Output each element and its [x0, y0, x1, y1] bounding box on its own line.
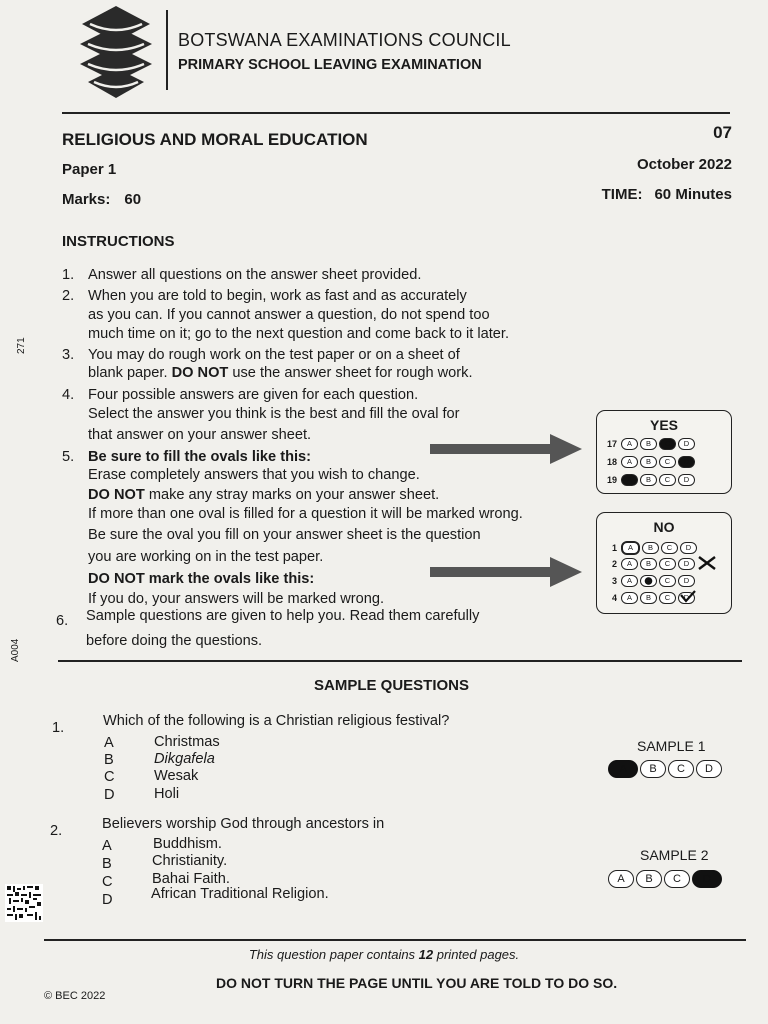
answer-oval: D [696, 760, 722, 778]
answer-oval: C [659, 558, 676, 570]
option-letter: A [104, 735, 114, 751]
answer-oval: A [608, 870, 634, 888]
option-letter: A [102, 838, 112, 854]
question-number: 2. [50, 823, 63, 839]
subject-title: RELIGIOUS AND MORAL EDUCATION [62, 130, 368, 149]
question-number: 17 [606, 439, 617, 449]
answer-oval: B [642, 542, 659, 554]
tick-mark-icon [679, 589, 697, 603]
question-text: Believers worship God through ancestors in [102, 816, 385, 832]
instruction-line: as you can. If you cannot answer a question, do not spend too [88, 307, 490, 323]
question-number: 19 [606, 475, 617, 485]
instruction-line: Select the answer you think is the best and fill the oval for [88, 406, 460, 422]
option-letter: C [104, 769, 115, 785]
answer-oval-filled: D [678, 456, 695, 468]
answer-oval: A [621, 438, 638, 450]
answer-oval: A [621, 456, 638, 468]
question-number: 1 [611, 543, 617, 553]
page-count: 12 [418, 947, 434, 962]
answer-oval: C [659, 474, 676, 486]
answer-oval: C [661, 542, 678, 554]
option-letter: D [104, 787, 115, 803]
question-number: 1. [52, 720, 65, 736]
answer-oval: C [664, 870, 690, 888]
marks-label: Marks: [62, 191, 111, 208]
answer-oval-dotted: B [640, 575, 657, 587]
instruction-line: you are working on in the test paper. [88, 549, 324, 565]
paper-number: Paper 1 [62, 161, 117, 178]
answer-oval-circled: A [621, 541, 640, 555]
instruction-line: If you do, your answers will be marked wrong. [88, 591, 385, 607]
instruction-line: When you are told to begin, work as fast and as accurately [88, 288, 467, 304]
option-text: African Traditional Religion. [151, 886, 329, 902]
option-text: Dikgafela [154, 751, 215, 767]
answer-oval: A [621, 558, 638, 570]
pages-note-text: printed pages. [433, 947, 520, 962]
answer-oval-ticked: C [659, 592, 676, 604]
answer-row [603, 575, 697, 587]
marks-value: 60 [124, 191, 142, 208]
answer-oval: D [678, 575, 695, 587]
instruction-line: Erase completely answers that you wish to change. [88, 467, 420, 483]
side-number: 271 [16, 337, 27, 354]
time-label: TIME: [601, 186, 643, 203]
instruction-line [88, 364, 473, 382]
exam-name: PRIMARY SCHOOL LEAVING EXAMINATION [178, 57, 482, 73]
answer-oval-filled: A [621, 474, 638, 486]
top-rule [62, 112, 730, 114]
footer-rule [44, 939, 746, 941]
instruction-number: 4. [62, 387, 75, 403]
instruction-line: Be sure the oval you fill on your answer sheet is the question [88, 527, 481, 543]
instruction-line: Sample questions are given to help you. Read them carefully [86, 608, 480, 624]
option-letter: B [104, 752, 114, 768]
instruction-text: make any stray marks on your answer sheet. [144, 487, 440, 503]
answer-oval: A [621, 575, 638, 587]
option-text: Bahai Faith. [152, 871, 230, 887]
instruction-number: 2. [62, 288, 75, 304]
instruction-line: much time on it; go to the next question and come back to it later. [88, 326, 510, 342]
subject-code: 07 [713, 123, 732, 142]
option-text: Buddhism. [153, 836, 222, 852]
answer-oval: D [678, 592, 695, 604]
option-letter: B [102, 856, 112, 872]
answer-oval-crossed: D [678, 558, 695, 570]
answer-row [603, 558, 697, 570]
sample-2-label: SAMPLE 2 [640, 847, 709, 863]
instruction-line: that answer on your answer sheet. [88, 427, 312, 443]
answer-oval: D [678, 438, 695, 450]
answer-oval-filled: D [692, 870, 722, 888]
cross-mark-icon [697, 555, 717, 571]
answer-row [603, 474, 697, 486]
instruction-line: before doing the questions. [86, 633, 263, 649]
bec-logo-icon [78, 6, 154, 98]
arrow-right-icon [430, 434, 582, 464]
answer-oval: B [636, 870, 662, 888]
option-text: Christmas [154, 734, 220, 750]
exam-date: October 2022 [636, 156, 732, 173]
instruction-line [88, 486, 439, 504]
instruction-number: 3. [62, 347, 75, 363]
question-text: Which of the following is a Christian religious festival? [103, 713, 450, 729]
answer-row [603, 438, 697, 450]
option-letter: D [102, 892, 113, 908]
council-name: BOTSWANA EXAMINATIONS COUNCIL [178, 30, 511, 50]
answer-oval: C [659, 575, 676, 587]
instruction-number: 6. [56, 613, 69, 629]
instruction-number: 1. [62, 267, 75, 283]
sample-2-answer [608, 870, 724, 888]
qr-code-icon [5, 884, 43, 922]
instruction-number: 5. [62, 449, 75, 465]
answer-oval: B [640, 558, 657, 570]
answer-oval: C [659, 456, 676, 468]
incorrect-marking-example [596, 512, 732, 614]
time-allowed [602, 186, 732, 203]
copyright: © BEC 2022 [44, 990, 106, 1002]
answer-row [603, 541, 699, 555]
answer-oval: B [640, 592, 657, 604]
instruction-line: You may do rough work on the test paper or on a sheet of [88, 347, 460, 363]
instruction-line: DO NOT mark the ovals like this: [88, 571, 315, 587]
answer-oval: A [621, 592, 638, 604]
instruction-line: Answer all questions on the answer sheet provided. [88, 267, 422, 283]
answer-oval: C [668, 760, 694, 778]
question-number: 2 [611, 559, 617, 569]
page-turn-warning: DO NOT TURN THE PAGE UNTIL YOU ARE TOLD TO DO SO. [216, 975, 618, 991]
option-text: Holi [154, 786, 180, 802]
yes-title: YES [649, 417, 678, 433]
instruction-emphasis: DO NOT [171, 365, 229, 381]
question-number: 3 [611, 576, 617, 586]
instruction-line: Be sure to fill the ovals like this: [88, 449, 312, 465]
answer-oval: B [640, 474, 657, 486]
sample-questions-heading: SAMPLE QUESTIONS [314, 677, 470, 694]
option-letter: C [102, 874, 113, 890]
time-value: 60 Minutes [654, 186, 732, 203]
answer-oval-filled: A [608, 760, 638, 778]
sample-1-label: SAMPLE 1 [637, 738, 706, 754]
answer-oval: B [640, 760, 666, 778]
question-number: 4 [611, 593, 617, 603]
answer-oval: D [678, 474, 695, 486]
no-title: NO [653, 519, 675, 535]
option-text: Wesak [154, 768, 199, 784]
instructions-rule [58, 660, 742, 662]
instruction-text: blank paper. [88, 365, 172, 381]
instruction-emphasis: DO NOT [88, 487, 145, 503]
side-code: A004 [10, 638, 21, 662]
header-divider [166, 10, 168, 90]
answer-oval-filled: C [659, 438, 676, 450]
sample-1-answer [608, 760, 724, 778]
correct-marking-example [596, 410, 732, 494]
arrow-right-icon [430, 557, 582, 587]
answer-oval: B [640, 456, 657, 468]
answer-oval: D [680, 542, 697, 554]
answer-oval: B [640, 438, 657, 450]
instruction-text: use the answer sheet for rough work. [228, 365, 473, 381]
question-number: 18 [606, 457, 617, 467]
marks [62, 191, 141, 208]
pages-note [0, 947, 768, 962]
instruction-line: If more than one oval is filled for a question it will be marked wrong. [88, 506, 523, 522]
answer-row [603, 456, 697, 468]
pages-note-text: This question paper contains [248, 947, 419, 962]
instructions-heading: INSTRUCTIONS [62, 233, 175, 250]
instruction-line: Four possible answers are given for each question. [88, 387, 419, 403]
option-text: Christianity. [152, 853, 228, 869]
